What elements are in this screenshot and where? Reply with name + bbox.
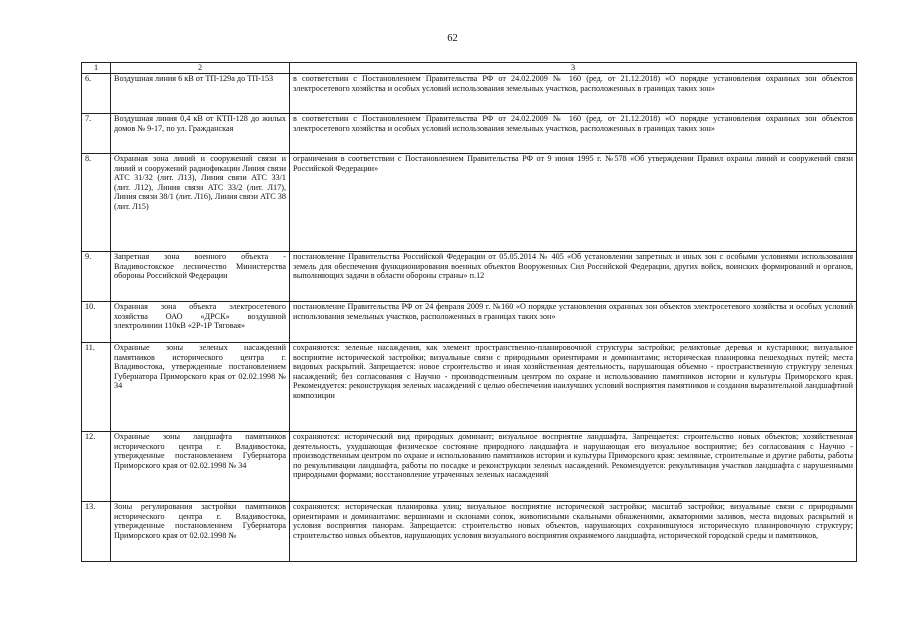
row-description: сохраняются: зеленые насаждения, как элемент пространственно-планировочной структуры застройки; реликтовые деревья и кустарники; визуальное восприятие исторической застройки; визуальные связи с природными ориентирами и доминантами; историческая планировка пешеходных путей; места видовых раскрытий. Запрещается: новое строительство и иная хозяйственная деятельность, нарушающая объемно - пространственную структуру зеленых насаждений; без согласования с Научно - производственным центром по охране и использованию памятников истории и культуры Приморского края. Рекомендуется: реконструкция зеленых насаждений с целью обеспечения наилучших условий восприятия памятников и создания выразительной ландшафтной композиции	[290, 343, 857, 432]
row-object: Охранная зона линий и сооружений связи и линий и сооружений радиофикации Линия связи АТС 31/32 (лит. Л13), Линия связи АТС 33/1 (лит. Л12), Линия связи АТС 33/2 (лит. Л17), Линия связи 38/1 (лит. Л16), Линия связи АТС 38 (лит. Л15)	[111, 154, 290, 252]
row-object: Запретная зона военного объекта - Владивостокское лесничество Министерства обороны Российской Федерации	[111, 252, 290, 302]
header-col-1: 1	[82, 63, 111, 74]
row-object: Охранные зоны ландшафта памятников исторического центра г. Владивостока, утвержденные постановлением Губернатора Приморского края от 02.02.1998 № 34	[111, 432, 290, 502]
table-row	[82, 502, 857, 562]
row-number: 8.	[82, 154, 111, 252]
row-number: 10.	[82, 302, 111, 343]
row-description: сохраняются: историческая планировка улиц; визуальное восприятие исторической застройки; масштаб застройки; визуальные связи с природными ориентирами и доминантами: вершинами и склонами сопок, живописными скальными обнажениями, акваториями заливов, места видовых раскрытий и условия восприятия панорам. Запрещается: строительство новых объектов, нарушающих сохранившуюся историческую планировочную структуру; строительство новых объектов, нарушающих условия визуального восприятия охраняемого ландшафта, исторической городской среды и памятников,	[290, 502, 857, 562]
table-row	[82, 114, 857, 154]
row-number: 7.	[82, 114, 111, 154]
header-col-3: 3	[290, 63, 857, 74]
row-number: 6.	[82, 74, 111, 114]
row-object: Охранная зона объекта электросетевого хозяйства ОАО «ДРСК» воздушной электролинии 110кВ «2Р-1Р Тяговая»	[111, 302, 290, 343]
row-object: Зоны регулирования застройки памятников исторического центра г. Владивостока, утвержденные постановлением Губернатора Приморского края от 02.02.1998 №	[111, 502, 290, 562]
table-row	[82, 74, 857, 114]
header-col-2: 2	[111, 63, 290, 74]
page-number: 62	[447, 33, 458, 44]
row-object: Воздушная линия 0,4 кВ от КТП-128 до жилых домов № 9-17, по ул. Гражданская	[111, 114, 290, 154]
row-object: Воздушная линия 6 кВ от ТП-129а до ТП-153	[111, 74, 290, 114]
table-row	[82, 432, 857, 502]
restrictions-table	[81, 62, 857, 562]
row-number: 11.	[82, 343, 111, 432]
row-description: в соответствии с Постановлением Правительства РФ от 24.02.2009 № 160 (ред. от 21.12.2018) «О порядке установления охранных зон объектов электросетевого хозяйства и особых условий использования земельных участков, расположенных в границах таких зон»	[290, 74, 857, 114]
table-header-row	[82, 63, 857, 74]
row-description: постановление Правительства Российской Федерации от 05.05.2014 № 405 «Об установлении запретных и иных зон с особыми условиями использования земель для обеспечения функционирования военных объектов Вооруженных Сил Российской Федерации, других войск, воинских формирований и органов, выполняющих задачи в области обороны страны» п.12	[290, 252, 857, 302]
table-row	[82, 154, 857, 252]
row-number: 9.	[82, 252, 111, 302]
row-description: сохраняются: исторический вид природных доминант; визуальное восприятие ландшафта. Запрещается: строительство новых объектов; хозяйственная деятельность, ухудшающая физическое состояние природного ландшафта и нарушающая его визуальное восприятие; без согласования с Научно - производственным центром по охране и использованию памятников истории и культуры Приморского края: земляные, строительные и другие работы, работы по рекультивации ландшафта, работы по посадке и реконструкции зеленых насаждений. Рекомендуется: рекультивация участков ландшафта с нарушенными природными формами; восстановление утраченных зеленых насаждений	[290, 432, 857, 502]
row-number: 12.	[82, 432, 111, 502]
row-description: постановление Правительства РФ от 24 февраля 2009 г. №160 «О порядке установления охранных зон объектов электросетевого хозяйства и особых условий использования земельных участков, расположенных в границах таких зон»	[290, 302, 857, 343]
table-row	[82, 302, 857, 343]
row-number: 13.	[82, 502, 111, 562]
row-description: ограничения в соответствии с Постановлением Правительства РФ от 9 июня 1995 г. №578 «Об утверждении Правил охраны линий и сооружений связи Российской Федерации»	[290, 154, 857, 252]
row-description: в соответствии с Постановлением Правительства РФ от 24.02.2009 № 160 (ред. от 21.12.2018) «О порядке установления охранных зон объектов электросетевого хозяйства и особых условий использования земельных участков, расположенных в границах таких зон»	[290, 114, 857, 154]
row-object: Охранные зоны зеленых насаждений памятников исторического центра г. Владивостока, утвержденные постановлением Губернатора Приморского края от 02.02.1998 № 34	[111, 343, 290, 432]
table-row	[82, 343, 857, 432]
table-row	[82, 252, 857, 302]
